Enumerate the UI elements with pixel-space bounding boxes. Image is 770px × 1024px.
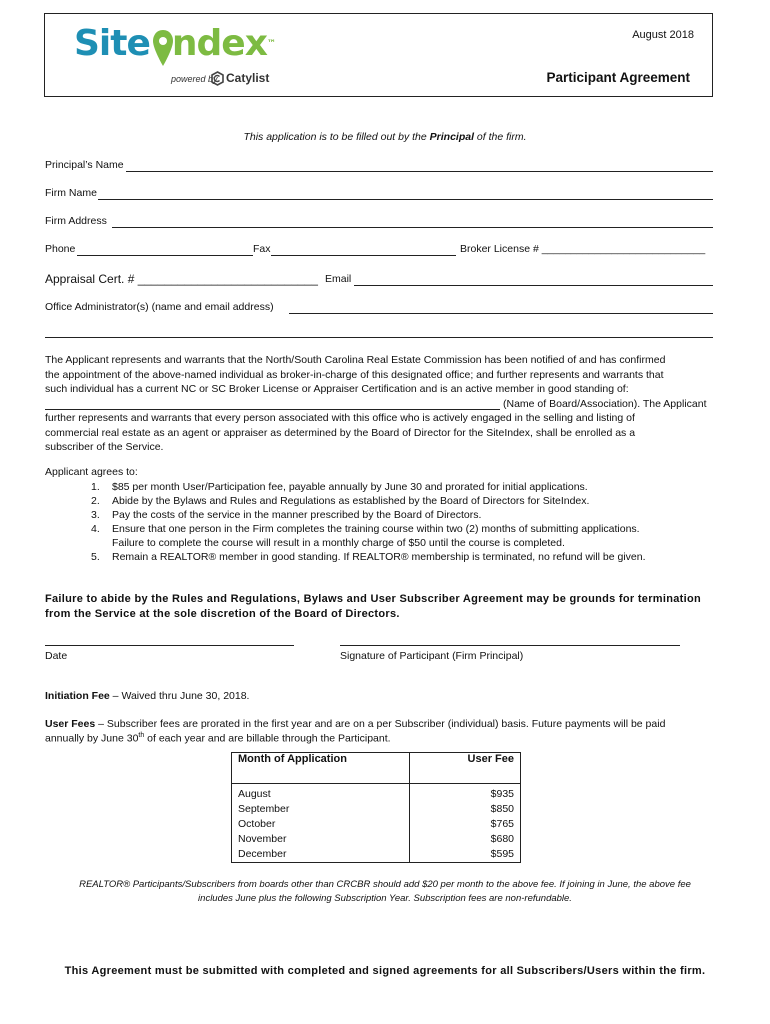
table-cell: September	[238, 803, 290, 815]
final-notice: This Agreement must be submitted with completed and signed agreements for all Subscribers/Users within the firm.	[64, 965, 706, 977]
fee-header: User Fee	[410, 753, 521, 784]
list-number: 1.	[91, 481, 100, 493]
footnote	[50, 878, 720, 906]
list-number: 3.	[91, 509, 100, 521]
firm-name-label: Firm Name	[45, 187, 97, 199]
fee-table-body	[232, 784, 521, 863]
ordinal-suffix: th	[138, 732, 145, 739]
date-label: Date	[45, 650, 68, 662]
fee-column	[410, 784, 521, 863]
email-field[interactable]	[354, 285, 713, 286]
firm-address-field[interactable]	[112, 227, 713, 228]
powered-by-text: powered by	[171, 74, 218, 84]
date-signature-line[interactable]	[45, 645, 294, 646]
office-admin-label: Office Administrator(s) (name and email address)	[45, 301, 274, 313]
document-date: August 2018	[632, 29, 694, 41]
intro-pre: This application is to be filled out by the	[243, 131, 430, 143]
board-name-field[interactable]	[45, 409, 500, 410]
month-column	[232, 784, 410, 863]
intro-post: of the firm.	[474, 131, 527, 143]
list-item: Abide by the Bylaws and Rules and Regulations as established by the Board of Directors for SiteIndex.	[112, 495, 590, 507]
user-fees-text-3: of each year and are billable through the Participant.	[144, 732, 391, 745]
office-admin-field[interactable]	[289, 313, 713, 314]
principal-name-label: Principal’s Name	[45, 159, 124, 171]
map-pin-icon	[152, 28, 174, 68]
table-cell: August	[238, 788, 271, 800]
catylist-icon	[211, 71, 224, 86]
list-item: Pay the costs of the service in the manner prescribed by the Board of Directors.	[112, 509, 482, 521]
warrant-line: The Applicant represents and warrants that the North/South Carolina Real Estate Commission has been notified of and has confirmed	[45, 354, 666, 366]
initiation-fee-label: Initiation Fee	[45, 690, 110, 702]
firm-name-field[interactable]	[98, 199, 713, 200]
document-title: Participant Agreement	[546, 70, 690, 85]
month-header: Month of Application	[232, 753, 410, 784]
user-fees-line	[45, 718, 665, 730]
siteindex-logo	[74, 24, 274, 88]
initiation-fee	[45, 690, 249, 702]
warrant-line: subscriber of the Service.	[45, 441, 164, 453]
table-cell: November	[238, 833, 287, 845]
table-cell: $595	[490, 848, 514, 860]
fee-table	[231, 752, 521, 863]
firm-address-label: Firm Address	[45, 215, 107, 227]
footnote-line: includes June plus the following Subscription Year. Subscription fees are non-refundable.	[198, 893, 572, 904]
user-fees-text: – Subscriber fees are prorated in the first year and are on a per Subscriber (individual) basis. Future payments will be paid	[95, 718, 666, 730]
warrant-line: further represents and warrants that every person associated with this office who is actively engaged in the selling and listing of	[45, 412, 635, 424]
catylist-text: Catylist	[226, 71, 270, 85]
fax-field[interactable]	[271, 255, 456, 256]
logo-site-text: Site	[74, 23, 150, 64]
board-line-row	[45, 397, 720, 412]
user-fees-label: User Fees	[45, 718, 96, 730]
warrant-line: the appointment of the above-named individual as broker-in-charge of this designated office; and further represents and warrants that	[45, 368, 664, 381]
table-cell: $935	[490, 788, 514, 800]
failure-line: from the Service at the sole discretion of the Board of Directors.	[45, 608, 400, 620]
participant-signature-line[interactable]	[340, 645, 680, 646]
warrant-line: such individual has a current NC or SC Broker License or Appraiser Certification and is an active member in good standing of:	[45, 383, 629, 395]
list-item: $85 per month User/Participation fee, payable annually by June 30 and prorated for initial applications.	[112, 481, 588, 493]
warrant-line: commercial real estate as an agent or appraiser as determined by the Board of Director for the SiteIndex, shall be enrolled as a	[45, 426, 636, 439]
intro-principal: Principal	[429, 131, 475, 143]
phone-field[interactable]	[77, 255, 253, 256]
logo-wordmark	[74, 22, 275, 66]
list-item-continued: Failure to complete the course will result in a monthly charge of $50 until the course is completed.	[112, 537, 565, 549]
phone-label: Phone	[45, 243, 76, 255]
warrant-paragraph	[45, 353, 720, 455]
user-fees-text-2: annually by June 30	[45, 732, 139, 745]
office-admin-field-2[interactable]	[45, 337, 713, 338]
footnote-line: REALTOR® Participants/Subscribers from boards other than CRCBR should add $20 per month to the above fee. If joining in June, the above fee	[79, 879, 691, 890]
table-cell: December	[238, 848, 287, 860]
broker-license-label[interactable]: Broker License # ____________________________	[460, 243, 706, 255]
list-item: Ensure that one person in the Firm completes the training course within two (2) months of submitting applications.	[112, 523, 640, 535]
table-cell: $680	[490, 833, 514, 845]
initiation-fee-text: – Waived thru June 30, 2018.	[109, 690, 250, 702]
agrees-heading: Applicant agrees to:	[45, 466, 138, 478]
table-cell: $850	[490, 803, 514, 815]
fee-table-header	[232, 753, 521, 784]
user-fees-line-2	[45, 732, 391, 745]
signature-label: Signature of Participant (Firm Principal)	[340, 650, 524, 662]
list-number: 4.	[91, 523, 100, 535]
fax-label: Fax	[253, 243, 271, 255]
header-box	[44, 13, 713, 97]
logo-index-text: ndex	[171, 23, 267, 64]
list-number: 5.	[91, 551, 100, 563]
appraisal-cert-label[interactable]: Appraisal Cert. # ___________________________	[45, 272, 318, 286]
email-label: Email	[325, 273, 352, 285]
intro-text	[0, 131, 770, 143]
table-cell: $765	[490, 818, 514, 830]
logo-tm: ™	[266, 39, 275, 49]
list-number: 2.	[91, 495, 100, 507]
list-item: Remain a REALTOR® member in good standing. If REALTOR® membership is terminated, no refund will be given.	[112, 551, 646, 563]
warrant-line: (Name of Board/Association). The Applicant	[503, 397, 707, 410]
failure-warning	[45, 592, 725, 622]
failure-line: Failure to abide by the Rules and Regulations, Bylaws and User Subscriber Agreement may be grounds for termination	[45, 593, 702, 605]
table-cell: October	[238, 818, 276, 830]
principal-name-field[interactable]	[126, 171, 713, 172]
